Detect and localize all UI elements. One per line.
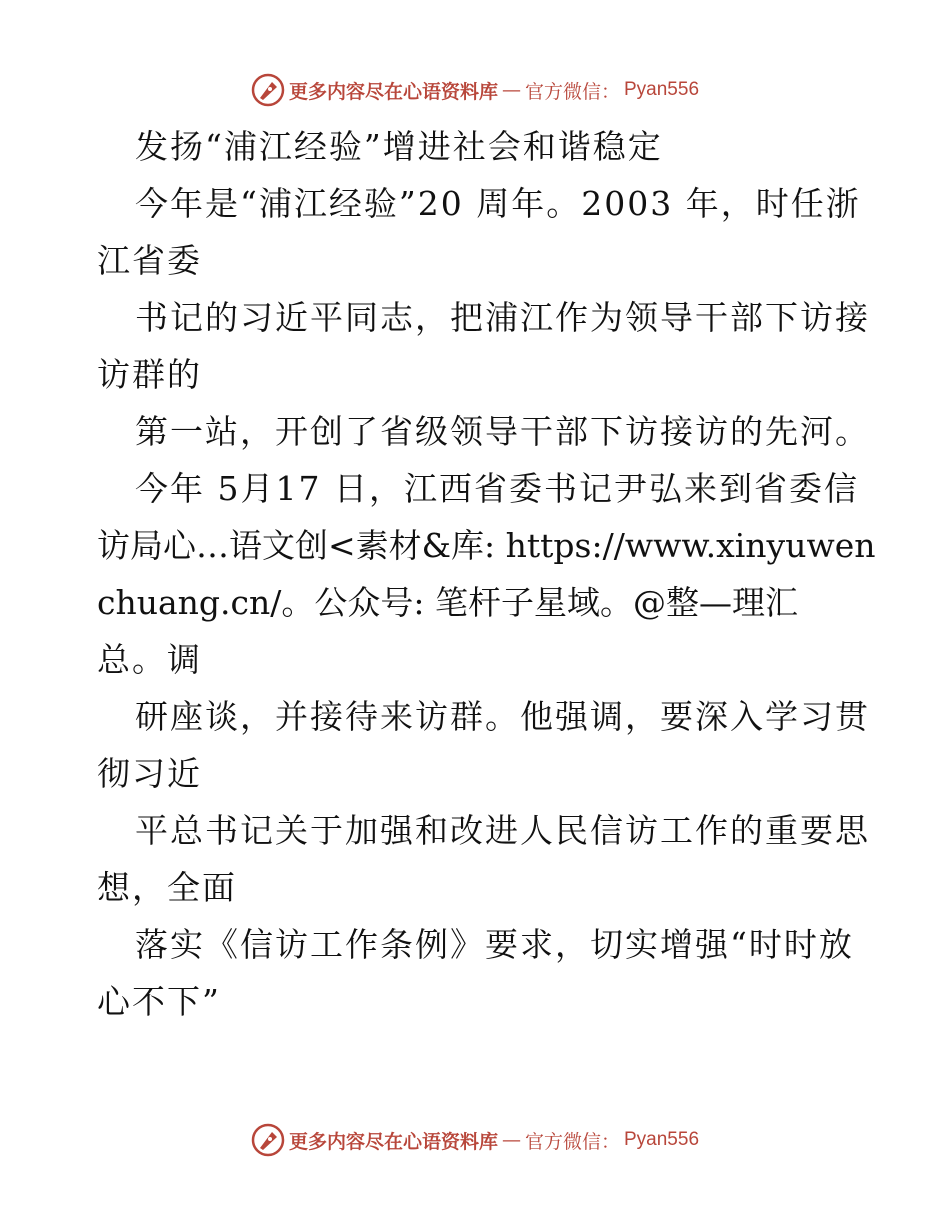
paragraph-line: 心不下”: [97, 982, 221, 1021]
paragraph-line: chuang.cn/。公众号: 笔杆子星域。@整—理汇: [97, 583, 798, 622]
paragraph-line: 第一站，开创了省级领导干部下访接访的先河。: [135, 412, 870, 451]
banner-wechat-id: Pyan556: [624, 79, 700, 100]
paragraph-line: 彻习近: [97, 754, 202, 793]
banner-wechat-label: 官方微信：: [524, 80, 620, 103]
banner-wechat-label: 官方微信：: [524, 1130, 620, 1153]
paragraph-line: 想，全面: [97, 868, 237, 907]
document-body: [97, 118, 876, 1030]
paragraph-line: 今年是“浦江经验”20 周年。2003 年，时任浙: [135, 184, 861, 223]
paragraph-line: 书记的习近平同志，把浦江作为领导干部下访接: [135, 298, 870, 337]
banner-dash: —: [501, 79, 521, 101]
pen-nib-logo-icon: [251, 73, 285, 107]
banner-site-text: 更多内容尽在心语资料库: [288, 80, 498, 103]
paragraph-line: 今年 5月17 日，江西省委书记尹弘来到省委信: [135, 469, 859, 508]
paragraph-line: 总。调: [97, 640, 202, 679]
paragraph-line: 江省委: [97, 241, 202, 280]
header-banner: [0, 70, 950, 110]
footer-banner: [0, 1120, 950, 1160]
banner-site-text: 更多内容尽在心语资料库: [288, 1130, 498, 1153]
pen-nib-logo-icon: [251, 1123, 285, 1157]
banner-dash: —: [501, 1129, 521, 1151]
paragraph-line: 落实《信访工作条例》要求，切实增强“时时放: [135, 925, 854, 964]
document-title: 发扬“浦江经验”增进社会和谐稳定: [135, 127, 663, 166]
paragraph-line: 访局心…语文创<素材&库: https://www.xinyuwen: [97, 526, 876, 565]
paragraph-line: 访群的: [97, 355, 202, 394]
paragraph-line: 研座谈，并接待来访群。他强调，要深入学习贯: [135, 697, 870, 736]
banner-wechat-id: Pyan556: [624, 1129, 700, 1150]
paragraph-line: 平总书记关于加强和改进人民信访工作的重要思: [135, 811, 870, 850]
